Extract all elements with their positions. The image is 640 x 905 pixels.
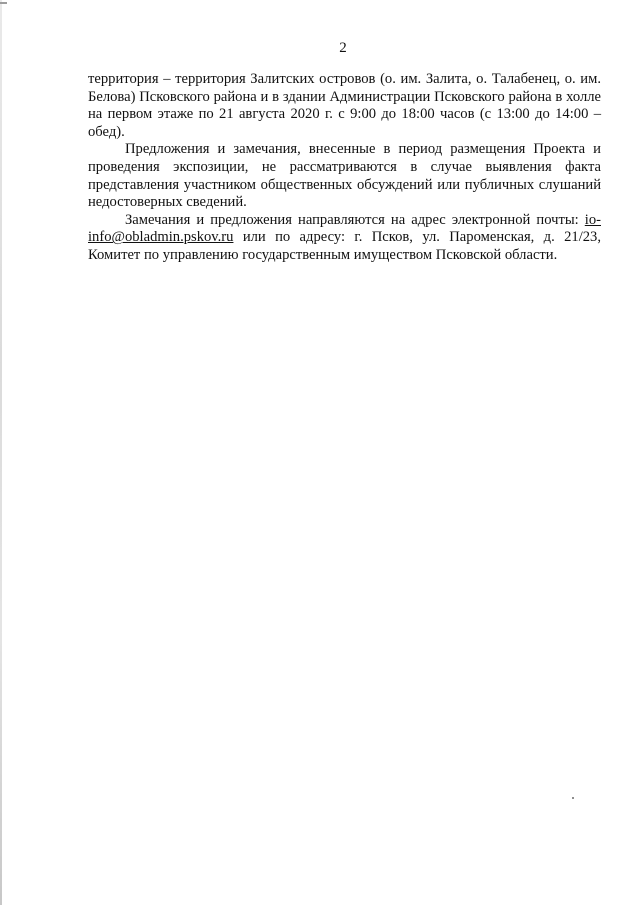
document-body [88,71,601,265]
paragraph-location: территория – территория Залитских островов (о. им. Залита, о. Талабенец, о. им. Белова) Псковского района и в здании Администрации Псковского района в холле на первом этаже по 21 августа 2020 г. с 9:00 до 18:00 часов (с 13:00 до 14:00 – обед). [88,71,601,140]
paragraph-proposals: Предложения и замечания, внесенные в период размещения Проекта и проведения экспозиции, не рассматриваются в случае выявления факта представления участником общественных обсуждений или публичных слушаний недостоверных сведений. [88,141,601,211]
scan-speck [572,797,574,799]
contacts-intro: Замечания и предложения направляются на адрес электронной почты: [125,211,585,228]
email-link[interactable]: io-info@obladmin.pskov.ru [88,211,601,246]
contacts-address: или по адресу: г. Псков, ул. Пароменская, д. 21/23, Комитет по управлению государственным имуществом Псковской области. [88,229,601,263]
paragraph-contacts [88,212,601,265]
scan-edge [0,0,2,905]
scan-corner-mark [0,2,7,4]
page-number: 2 [339,40,347,56]
